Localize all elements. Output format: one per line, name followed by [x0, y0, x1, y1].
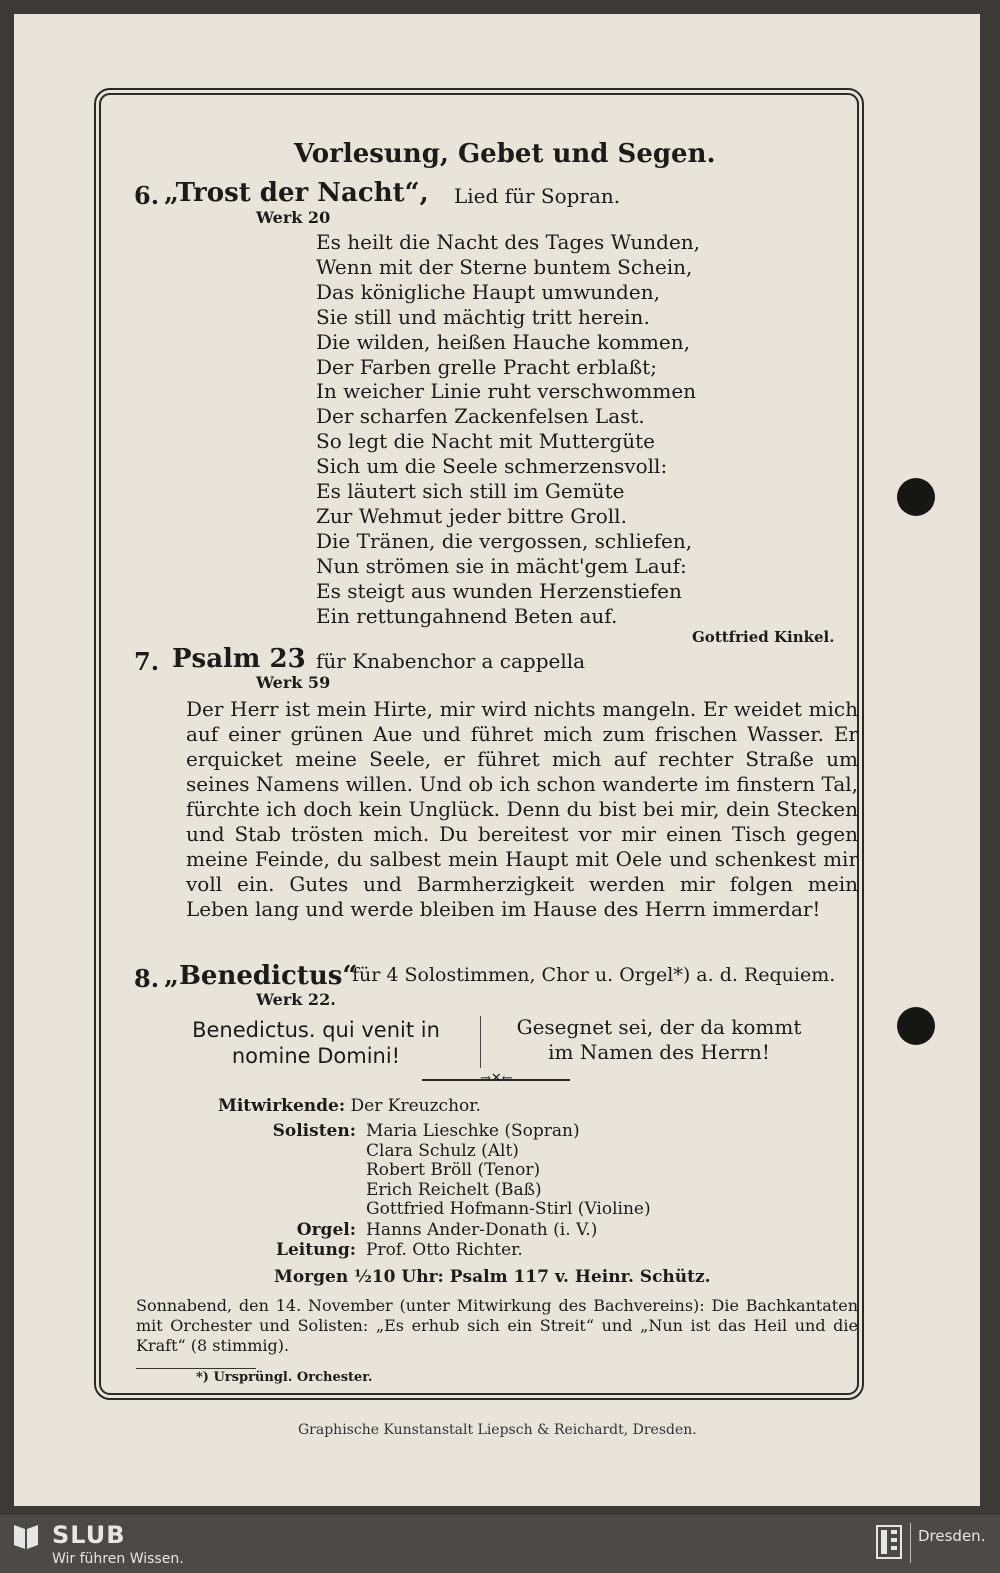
mitwirkende-label: Mitwirkende: — [218, 1096, 346, 1116]
psalm-text: Der Herr ist mein Hirte, mir wird nichts mangeln. Er weidet mich auf einer grünen Aue und führet mich zum frischen Wasser. Er erquicket meine Seele, er führet mich auf rechter Straße um seines Namens willen. Und ob ich schon wanderte im finstern Tal, fürchte ich doch kein Unglück. Denn du bist bei mir, dein Stecken und Stab trösten mich. Du bereitest vor mir einen Tisch gegen meine Feinde, du salbest mein Haupt mit Oele und schenkest mir voll ein. Gutes und Barmherzigkeit werden mir folgen mein Leben lang und werde bleiben im Hause des Herrn immerdar! — [186, 697, 858, 921]
latin-line: Benedictus. qui venit in — [192, 1018, 440, 1042]
orgel-label: Orgel: — [296, 1220, 356, 1240]
latin-line: nomine Domini! — [231, 1044, 401, 1068]
printer-imprint: Graphische Kunstanstalt Liepsch & Reichardt, Dresden. — [298, 1422, 697, 1438]
poem-line: In weicher Linie ruht verschwommen — [316, 379, 697, 404]
poem-line: Der scharfen Zackenfelsen Last. — [316, 404, 645, 429]
book-icon — [12, 1521, 40, 1551]
concert-announcement: Sonnabend, den 14. November (unter Mitwirkung des Bachvereins): Die Bachkantaten mit Orchester und Solisten: „Es erhub sich ein Streit“ und „Nun ist das Heil und die Kraft“ (8 stimmig). — [136, 1296, 858, 1355]
item-7-subtitle: für Knabenchor a cappella — [316, 649, 586, 673]
morgen-announcement: Morgen ½10 Uhr: Psalm 117 v. Heinr. Schütz. — [274, 1267, 711, 1287]
item-6-subtitle: Lied für Sopran. — [454, 184, 621, 208]
benedictus-latin — [180, 1017, 452, 1069]
item-6-werk: Werk 20 — [256, 208, 331, 227]
poem-line: Nun strömen sie in mächt'gem Lauf: — [316, 553, 687, 578]
city-name: Dresden. — [918, 1527, 986, 1545]
solisten-list — [366, 1122, 651, 1220]
punch-hole — [897, 1007, 935, 1045]
item-6-number: 6. — [134, 181, 160, 210]
leitung-label: Leitung: — [276, 1240, 356, 1260]
soloist: Robert Bröll (Tenor) — [366, 1160, 541, 1181]
poem-line: Die wilden, heißen Hauche kommen, — [316, 329, 691, 354]
item-8-title: „Benedictus“ — [164, 961, 358, 991]
mitwirkende-line — [218, 1097, 481, 1117]
item-6-title: „Trost der Nacht“, — [164, 178, 429, 208]
item-8-subtitle: für 4 Solostimmen, Chor u. Orgel*) a. d. Requiem. — [352, 964, 836, 986]
soloist: Gottfried Hofmann-Stirl (Violine) — [366, 1199, 651, 1220]
poem-line: Es läutert sich still im Gemüte — [316, 479, 625, 504]
poem-line: Sie still und mächtig tritt herein. — [316, 304, 650, 329]
city-crest-icon — [876, 1525, 902, 1559]
poem-line: Es heilt die Nacht des Tages Wunden, — [316, 230, 701, 254]
german-line: im Namen des Herrn! — [548, 1040, 770, 1064]
brand-tagline: Wir führen Wissen. — [52, 1551, 184, 1567]
item-7-number: 7. — [134, 647, 160, 676]
brand-name: SLUB — [52, 1521, 126, 1549]
item-8-werk: Werk 22. — [256, 990, 336, 1009]
footnote-rule — [136, 1368, 256, 1369]
footnote: *) Ursprüngl. Orchester. — [196, 1370, 373, 1385]
bar-divider — [910, 1523, 911, 1563]
item-7-werk: Werk 59 — [256, 673, 331, 692]
ornament-mark: →✕← — [480, 1071, 513, 1086]
orgel-value: Hanns Ander-Donath (i. V.) — [366, 1220, 598, 1240]
section-title: Vorlesung, Gebet und Segen. — [294, 139, 716, 169]
poem-line: Zur Wehmut jeder bittre Groll. — [316, 503, 627, 528]
mitwirkende-value: Der Kreuzchor. — [350, 1096, 481, 1116]
soloist: Erich Reichelt (Baß) — [366, 1179, 542, 1200]
poem-line: Das königliche Haupt umwunden, — [316, 279, 660, 304]
punch-hole — [897, 478, 935, 516]
poem-line: So legt die Nacht mit Muttergüte — [316, 429, 655, 454]
german-line: Gesegnet sei, der da kommt — [516, 1015, 802, 1039]
soloist: Maria Lieschke (Sopran) — [366, 1121, 580, 1141]
item-8-number: 8. — [134, 964, 160, 993]
poem-text — [316, 230, 700, 629]
poem-line: Der Farben grelle Pracht erblaßt; — [316, 354, 657, 379]
poem-line: Die Tränen, die vergossen, schliefen, — [316, 528, 693, 553]
poem-line: Ein rettungahnend Beten auf. — [316, 603, 618, 628]
column-divider — [480, 1016, 481, 1068]
poem-line: Sich um die Seele schmerzensvoll: — [316, 454, 668, 479]
poem-line: Es steigt aus wunden Herzenstiefen — [316, 578, 682, 603]
item-7-title: Psalm 23 — [172, 644, 306, 674]
poem-author: Gottfried Kinkel. — [692, 628, 835, 646]
leitung-value: Prof. Otto Richter. — [366, 1240, 523, 1260]
footer-bar — [0, 1515, 1000, 1573]
solisten-label: Solisten: — [272, 1121, 356, 1141]
benedictus-german — [496, 1015, 822, 1065]
soloist: Clara Schulz (Alt) — [366, 1140, 519, 1161]
poem-line: Wenn mit der Sterne buntem Schein, — [316, 254, 693, 279]
